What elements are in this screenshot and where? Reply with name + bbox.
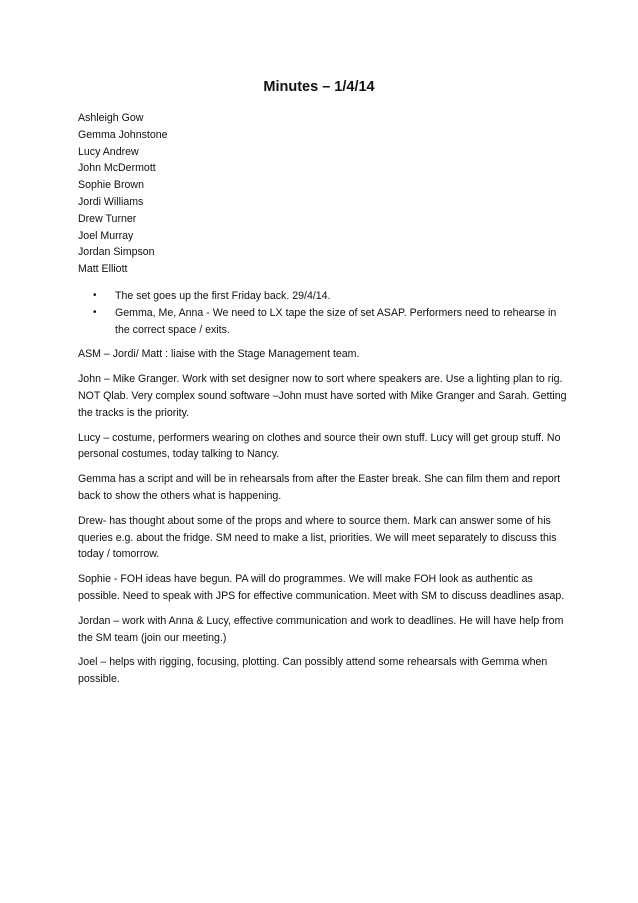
bullet-item: [78, 288, 568, 305]
attendee-name: John McDermott: [78, 162, 156, 175]
attendee-name: Ashleigh Gow: [78, 112, 144, 124]
bullet-text: The set goes up the first Friday back. 29/4/14.: [115, 289, 331, 302]
attendee-name: Lucy Andrew: [78, 145, 139, 158]
bullet-text: Gemma, Me, Anna - We need to LX tape the size of set ASAP. Performers need to rehearse in the correct space / exits.: [115, 306, 557, 336]
bullet-icon: •: [93, 289, 97, 301]
attendee-list: [78, 110, 568, 278]
action-bullet-list: [78, 288, 568, 338]
attendee-name: Drew Turner: [78, 212, 137, 225]
attendee-name: Sophie Brown: [78, 179, 144, 192]
paragraph-drew: Drew- has thought about some of the props and where to source them. Mark can answer some of his queries e.g. about the fridge. SM need to make a list, priorities. We will meet separately to discuss this today / tomorrow.: [78, 514, 557, 561]
paragraph-john: John – Mike Granger. Work with set designer now to sort where speakers are. Use a lighting plan to rig. NOT Qlab. Very complex sound software –John must have sorted with Mike Granger and Sarah. Getting the tracks is the priority.: [78, 373, 567, 419]
attendee-name: Joel Murray: [78, 229, 134, 242]
paragraph-joel: Joel – helps with rigging, focusing, plotting. Can possibly attend some rehearsals with Gemma when possible.: [78, 656, 548, 686]
attendee-name: Jordi Williams: [78, 195, 144, 208]
page-title: Minutes – 1/4/14: [263, 79, 375, 95]
attendee-name: Jordan Simpson: [78, 246, 155, 259]
paragraph-gemma: Gemma has a script and will be in rehearsals from after the Easter break. She can film them and report back to show the others what is happening.: [78, 473, 561, 502]
attendee-name: Gemma Johnstone: [78, 128, 168, 141]
bullet-icon: •: [93, 306, 97, 318]
paragraph-lucy: Lucy – costume, performers wearing on clothes and source their own stuff. Lucy will get group stuff. No personal costumes, today talking to Nancy.: [78, 431, 561, 461]
paragraph-jordan: Jordan – work with Anna & Lucy, effective communication and work to deadlines. He will have help from the SM team (join our meeting.): [78, 614, 564, 644]
attendee-name: Matt Elliott: [78, 263, 128, 276]
paragraph-asm: ASM – Jordi/ Matt : liaise with the Stage Management team.: [78, 348, 360, 361]
bullet-item: [78, 305, 568, 339]
paragraph-sophie: Sophie - FOH ideas have begun. PA will do programmes. We will make FOH look as authentic as possible. Need to speak with JPS for effective communication. Meet with SM to discuss deadlines asap.: [78, 573, 565, 602]
document-body: [78, 110, 568, 696]
